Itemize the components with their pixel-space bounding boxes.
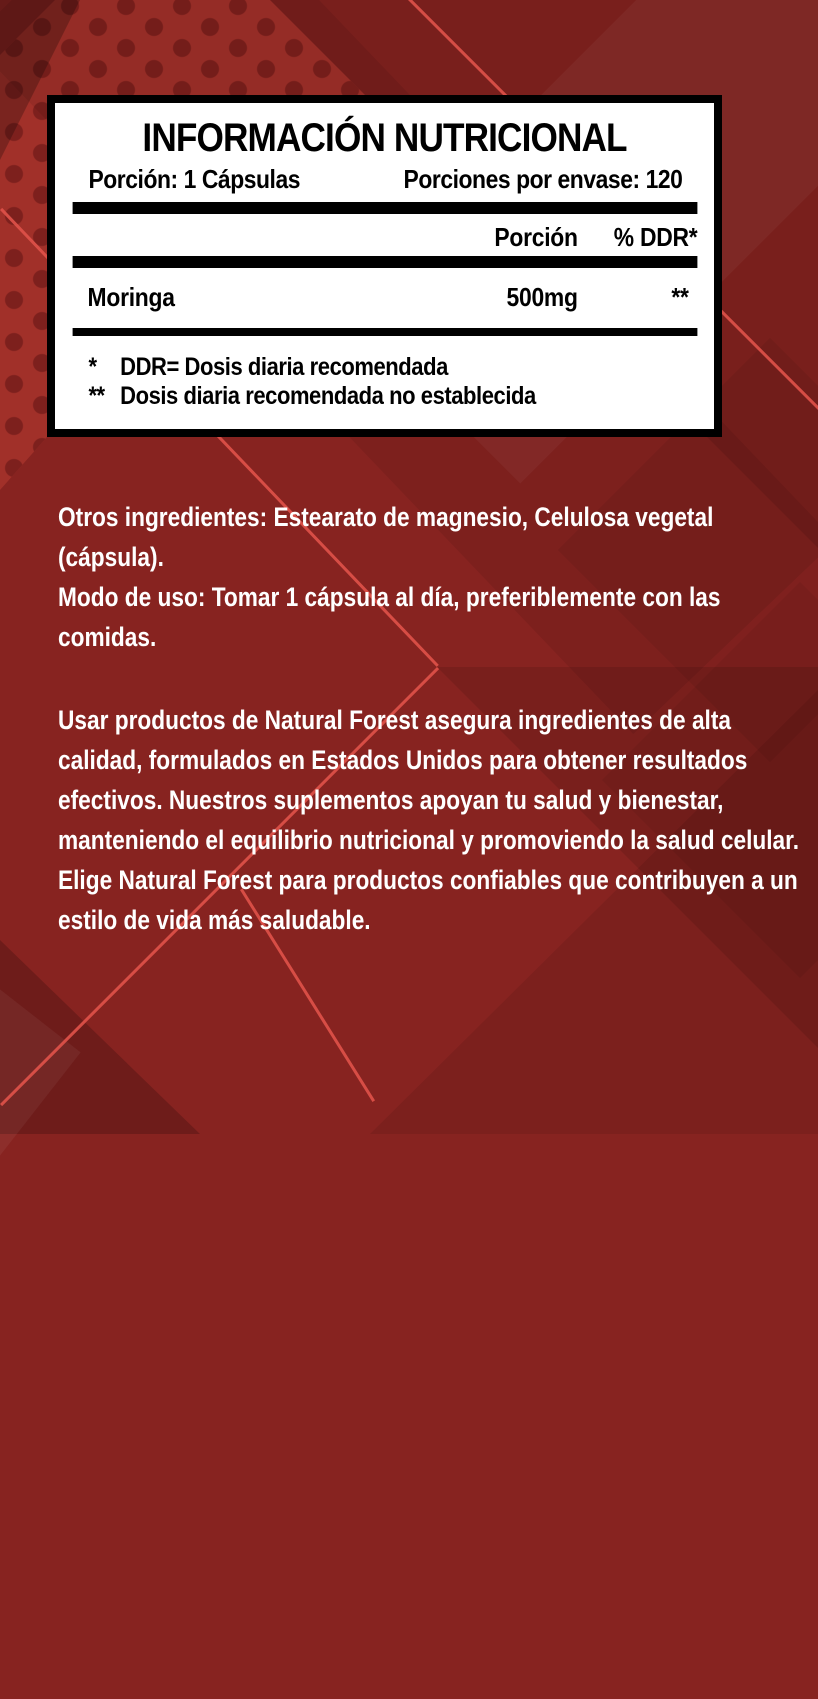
ingredient-ddr: ** xyxy=(671,282,689,312)
footnote-2-marker: ** xyxy=(88,382,105,410)
usage-text: Modo de uso: Tomar 1 cápsula al día, preferiblemente con las comidas. xyxy=(58,582,721,652)
panel-title: INFORMACIÓN NUTRICIONAL xyxy=(142,116,627,160)
ingredient-row xyxy=(55,281,714,313)
marketing-text: Usar productos de Natural Forest asegura ingredientes de alta calidad, formulados en Estados Unidos para obtener resultados efectivos. Nuestros suplementos apoyan tu salud y bienestar, manteniendo el equilibrio nutricional y promoviendo la salud celular. Elige Natural Forest para productos confiables que contribuyen a un estilo de vida más saludable. xyxy=(58,705,800,935)
divider-bar-2 xyxy=(73,256,698,268)
other-ingredients-text: Otros ingredientes: Estearato de magnesio, Celulosa vegetal (cápsula). xyxy=(58,502,714,572)
ingredient-name: Moringa xyxy=(87,282,175,312)
serving-row xyxy=(55,164,714,194)
nutrition-panel-content xyxy=(55,115,714,411)
body-copy xyxy=(58,497,802,940)
column-header-portion: Porción xyxy=(494,222,578,252)
divider-bar-3 xyxy=(73,328,698,336)
nutrition-panel xyxy=(47,95,722,437)
footnote-1-text: DDR= Dosis diaria recomendada xyxy=(120,353,448,381)
footnotes xyxy=(88,353,714,411)
footnote-2-text: Dosis diaria recomendada no establecida xyxy=(120,382,536,410)
divider-bar-1 xyxy=(73,202,698,214)
footnote-2 xyxy=(88,382,714,411)
footnote-1 xyxy=(88,353,714,382)
ingredient-amount: 500mg xyxy=(506,282,578,312)
footnote-1-marker: * xyxy=(88,353,97,381)
decorative-band-bottom-light xyxy=(0,880,81,1699)
serving-size: Porción: 1 Cápsulas xyxy=(88,164,301,194)
table-header-row xyxy=(55,221,714,253)
servings-per-container: Porciones por envase: 120 xyxy=(403,164,683,194)
column-header-ddr: % DDR* xyxy=(613,222,698,252)
